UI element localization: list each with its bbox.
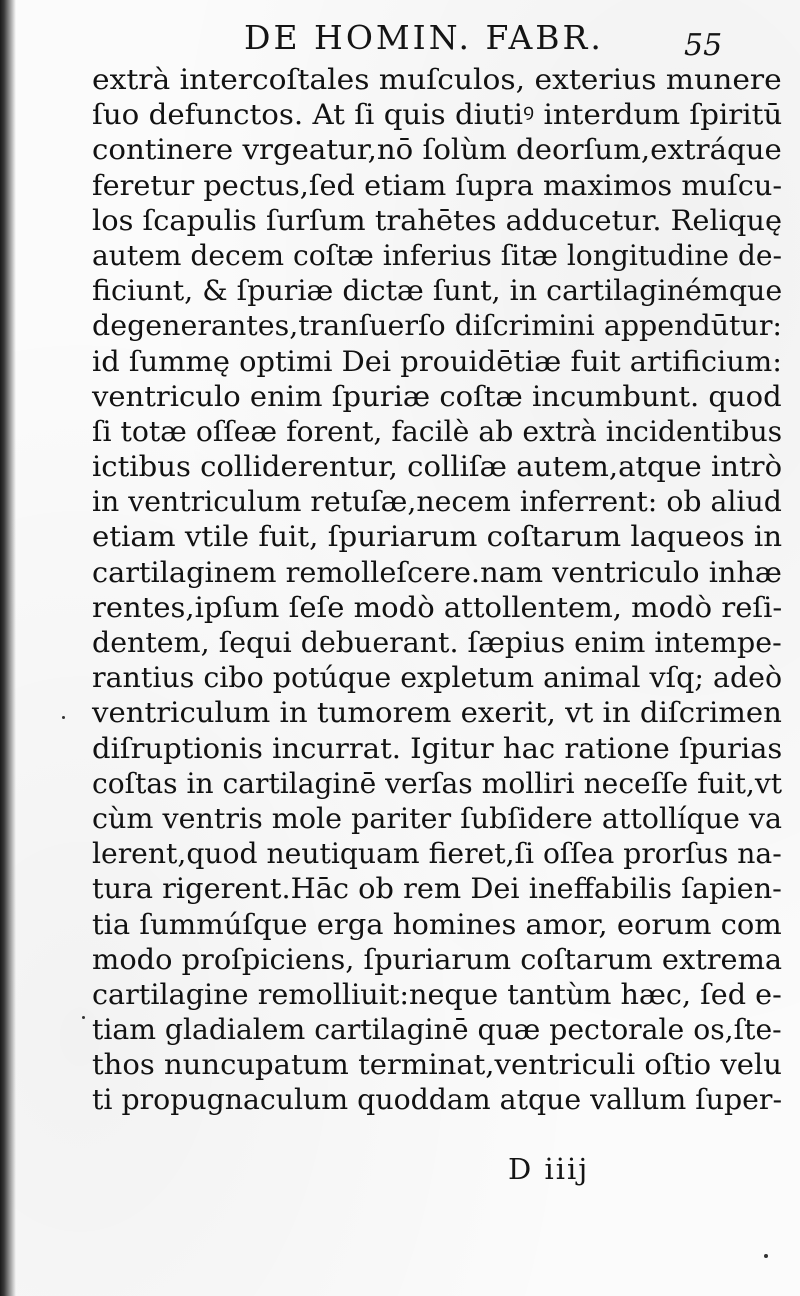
text-line: lerent,quod neutiquam fieret,ſi oſſea prorſus na- (92, 837, 782, 871)
text-line: ſi totæ oſſeæ forent, facilè ab extrà incidentibus (92, 414, 783, 448)
ink-speck (764, 1254, 768, 1258)
text-line: ventriculum in tumorem exerit, vt in diſcrimen (92, 696, 782, 730)
text-line: cartilagine remolliuit:neque tantùm hæc, ſed e- (92, 977, 782, 1011)
ink-speck (82, 1016, 85, 1019)
text-line: modo proſpiciens, ſpuriarum coſtarum extrema (92, 942, 783, 976)
text-line: ventriculo enim ſpuriæ coſtæ incumbunt. quod (92, 379, 782, 413)
text-line: los ſcapulis ſurſum trahētes adducetur. Reliquę (92, 203, 783, 237)
text-line: feretur pectus,ſed etiam ſupra maximos muſcu- (92, 168, 783, 202)
signature-mark: D iiij (508, 1152, 590, 1186)
page-gutter-shadow (0, 0, 16, 1296)
text-line: tura rigerent.Hāc ob rem Dei ineffabilis ſapien- (92, 872, 782, 906)
text-line: extrà intercoſtales muſculos, exterius munere (92, 63, 782, 96)
text-line: tiam gladialem cartilaginē quæ pectorale os,ſte- (92, 1013, 782, 1047)
text-line: rantius cibo potúque expletum animal vſq; adeò (92, 661, 783, 695)
text-line: thos nuncupatum terminat,ventriculi oſtio velu (92, 1048, 782, 1082)
text-line: coſtas in cartilaginē verſas molliri neceſſe fuit,vt (92, 766, 782, 800)
text-line: autem decem coſtæ inferius ſitæ longitudine de- (92, 238, 783, 272)
text-line: dentem, ſequi debuerant. ſæpius enim intempe- (92, 626, 782, 659)
text-line: ictibus colliderentur, colliſæ autem,atque intrò (92, 450, 783, 484)
ink-speck (62, 716, 65, 719)
page-header (0, 14, 800, 64)
text-line: id ſummę optimi Dei prouidētiæ fuit artificium: (92, 344, 782, 378)
text-line: tia ſummúſque erga homines amor, eorum com (92, 907, 782, 941)
running-head: DE HOMIN. FABR. (244, 18, 604, 57)
page-number: 55 (684, 28, 723, 63)
text-line: ſuo defunctos. At ſi quis diutiꝰ interdum ſpiritū (92, 98, 783, 132)
text-line: cùm ventris mole pariter ſubſidere attollíque va (92, 801, 783, 835)
text-block (92, 62, 782, 1118)
text-line: etiam vtile fuit, ſpuriarum coſtarum laqueos in (92, 520, 783, 554)
text-line: ficiunt, & ſpuriæ dictæ ſunt, in cartilaginémque (92, 274, 783, 308)
text-line: ti propugnaculum quoddam atque vallum ſuper- (92, 1083, 783, 1117)
text-line: in ventriculum retuſæ,necem inferrent: ob aliud (92, 485, 782, 519)
text-line: diſruptionis incurrat. Igitur hac ratione ſpurias (92, 731, 783, 765)
text-line: degenerantes,tranſuerſo diſcrimini appendūtur: (92, 309, 783, 343)
text-line: rentes,ipſum ſeſe modò attollentem, modò reſi- (92, 590, 783, 624)
text-line: continere vrgeatur,nō ſolùm deorſum,extráque (92, 133, 782, 167)
text-line: cartilaginem remolleſcere.nam ventriculo inhæ (92, 555, 782, 589)
